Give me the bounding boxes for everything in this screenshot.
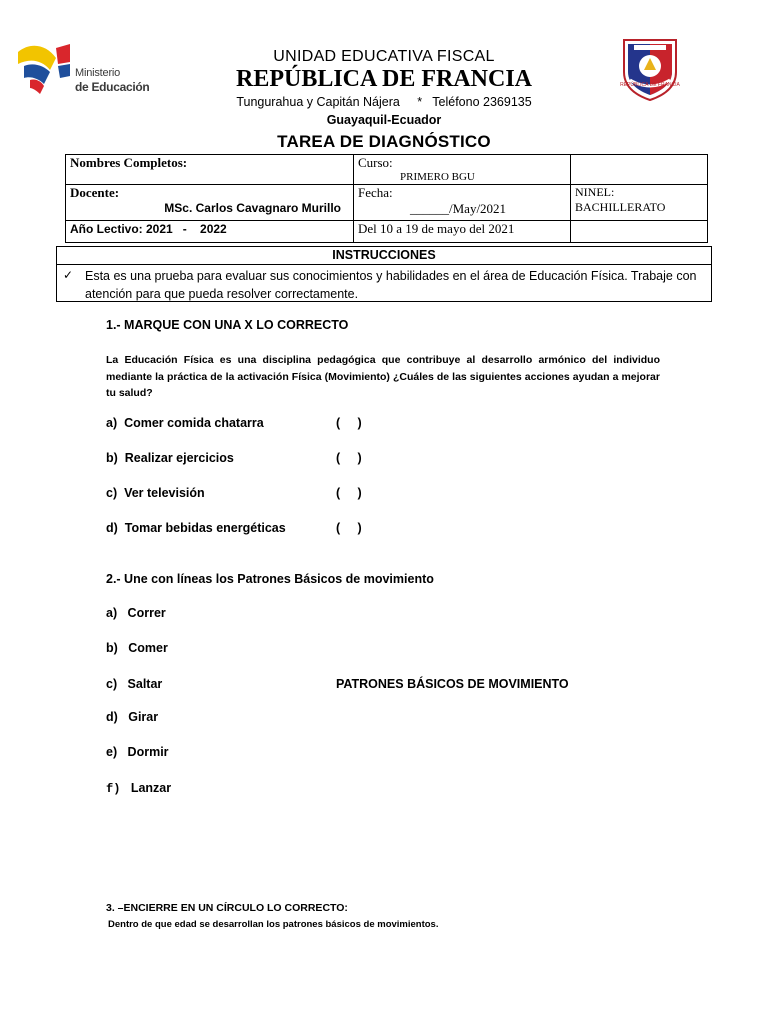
q2-option-b[interactable] <box>106 641 168 655</box>
option-text: Saltar <box>127 677 163 691</box>
option-letter: b) <box>106 451 118 465</box>
option-text: Lanzar <box>130 781 172 795</box>
q2-option-e[interactable] <box>106 745 169 759</box>
year-cell <box>66 221 354 243</box>
q1-title: 1.- MARQUE CON UNA X LO CORRECTO <box>106 318 349 332</box>
q1-option-a <box>106 416 264 430</box>
date-label: Fecha: <box>358 185 393 200</box>
q1-answer-box-a[interactable]: ( ) <box>336 416 362 430</box>
level-value: NINEL: BACHILLERATO <box>575 185 666 214</box>
option-text: Dormir <box>127 745 169 759</box>
option-letter: a) <box>106 606 118 620</box>
option-text: Realizar ejercicios <box>124 451 234 465</box>
q3-title: 3. –ENCIERRE EN UN CÍRCULO LO CORRECTO: <box>106 902 348 914</box>
course-cell[interactable] <box>354 155 571 185</box>
option-letter: f) <box>106 782 121 796</box>
q2-title: 2.- Une con líneas los Patrones Básicos de movimiento <box>106 572 434 586</box>
q1-option-d <box>106 521 286 535</box>
option-text: Comer comida chatarra <box>124 416 264 430</box>
school-year: Año Lectivo: 2021 - 2022 <box>70 222 227 236</box>
teacher-label: Docente: <box>70 185 120 200</box>
date-value: ______/May/2021 <box>410 201 507 216</box>
q2-target-label[interactable]: PATRONES BÁSICOS DE MOVIMIENTO <box>336 677 569 691</box>
instructions-box <box>56 246 712 302</box>
option-text: Tomar bebidas energéticas <box>124 521 286 535</box>
option-letter: d) <box>106 710 118 724</box>
option-letter: a) <box>106 416 118 430</box>
teacher-value: MSc. Carlos Cavagnaro Murillo <box>164 201 341 215</box>
option-letter: c) <box>106 486 118 500</box>
student-info-table <box>65 154 708 243</box>
q1-paragraph: La Educación Física es una disciplina pedagógica que contribuye al desarrollo armónico del individuo mediante la práctica de la activación Física (Movimiento) ¿Cuáles de las siguientes acciones ayudan a mejorar tu salud? <box>106 354 660 399</box>
ministry-line2: de Educación <box>75 80 150 94</box>
range-cell <box>354 221 571 243</box>
course-label: Curso: <box>358 155 393 170</box>
option-letter: c) <box>106 677 118 691</box>
names-label: Nombres Completos: <box>70 155 188 170</box>
q2-option-a[interactable] <box>106 606 166 620</box>
instructions-heading: INSTRUCCIONES <box>57 247 711 265</box>
option-letter: d) <box>106 521 118 535</box>
seal-text: REPÚBLICA DE FRANCIA <box>620 82 680 88</box>
level-cell <box>571 185 708 221</box>
q2-option-c[interactable] <box>106 677 162 691</box>
date-cell[interactable] <box>354 185 571 221</box>
empty-cell-1 <box>571 155 708 185</box>
option-letter: b) <box>106 641 118 655</box>
option-text: Comer <box>128 641 168 655</box>
empty-cell-2 <box>571 221 708 243</box>
option-text: Girar <box>128 710 159 724</box>
option-letter: e) <box>106 745 118 759</box>
q3-subtitle: Dentro de que edad se desarrollan los patrones básicos de movimientos. <box>108 919 439 930</box>
q2-option-f[interactable] <box>106 781 171 796</box>
instructions-text: Esta es una prueba para evaluar sus conocimientos y habilidades en el área de Educación Física. Trabaje con atención para que pueda resolver correctamente. <box>85 269 697 301</box>
q1-answer-box-c[interactable]: ( ) <box>336 486 362 500</box>
checkmark-icon: ✓ <box>63 268 74 282</box>
q1-answer-box-d[interactable]: ( ) <box>336 521 362 535</box>
course-value: PRIMERO BGU <box>400 171 475 183</box>
date-range: Del 10 a 19 de mayo del 2021 <box>358 221 515 236</box>
q2-option-d[interactable] <box>106 710 158 724</box>
option-text: Correr <box>127 606 166 620</box>
q1-answer-box-b[interactable]: ( ) <box>336 451 362 465</box>
school-address: Tungurahua y Capitán Nájera * Teléfono 2369135 <box>236 95 532 109</box>
names-cell[interactable] <box>66 155 354 185</box>
ministry-line1: Ministerio <box>75 67 121 79</box>
document-title: TAREA DE DIAGNÓSTICO <box>277 132 491 151</box>
school-city: Guayaquil-Ecuador <box>326 113 442 127</box>
school-type: UNIDAD EDUCATIVA FISCAL <box>273 48 495 65</box>
teacher-cell <box>66 185 354 221</box>
q1-option-c <box>106 486 205 500</box>
school-name: REPÚBLICA DE FRANCIA <box>235 66 533 92</box>
option-text: Ver televisión <box>124 486 205 500</box>
q1-option-b <box>106 451 234 465</box>
